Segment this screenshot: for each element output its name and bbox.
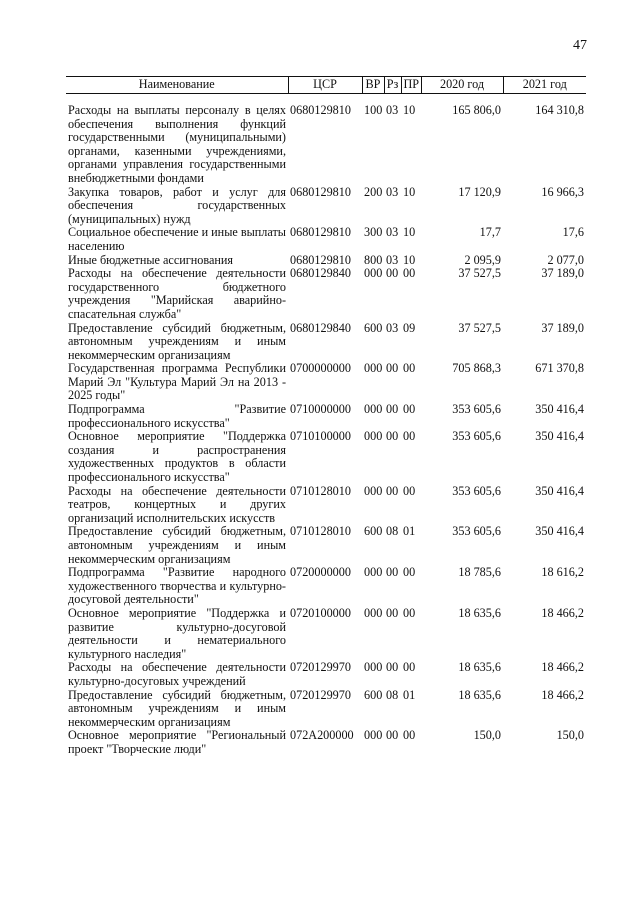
row-pr: 00 [403, 429, 416, 444]
row-vr: 600 [364, 687, 383, 702]
row-name: Предоставление субсидий бюджетным, автономным учреждениям и иным некоммерческим организациям [68, 687, 286, 729]
row-pr: 00 [403, 361, 416, 376]
row-pr: 09 [403, 320, 416, 335]
row-rz: 03 [386, 225, 399, 240]
row-value-2020: 37 527,5 [458, 320, 501, 335]
page-number: 47 [573, 38, 587, 53]
row-rz: 00 [386, 605, 399, 620]
table-row [66, 226, 586, 253]
row-value-2020: 150,0 [473, 728, 501, 743]
row-value-2020: 353 605,6 [452, 483, 501, 498]
row-name: Подпрограмма "Развитие народного художественного творчества и культурно-досуговой деятельности" [68, 565, 286, 607]
row-csr: 0710000000 [290, 402, 351, 417]
row-name: Расходы на выплаты персоналу в целях обеспечения выполнения функций государственными (муниципальными) органами, казенными учреждениями, органами управления государственными внебюджетными фондами [68, 103, 286, 185]
row-rz: 00 [386, 361, 399, 376]
row-rz: 03 [386, 252, 399, 267]
row-value-2021: 350 416,4 [535, 483, 584, 498]
row-csr: 0710128010 [290, 524, 351, 539]
header-rz: Рз [384, 77, 401, 94]
row-pr: 10 [403, 103, 416, 117]
row-value-2021: 18 466,2 [541, 660, 584, 675]
row-pr: 10 [403, 184, 416, 199]
row-pr: 00 [403, 605, 416, 620]
table-row [66, 566, 586, 607]
row-rz: 00 [386, 402, 399, 417]
row-pr: 00 [403, 402, 416, 417]
table-row [66, 430, 586, 484]
table-row [66, 525, 586, 566]
header-2020: 2020 год [421, 77, 503, 94]
row-value-2021: 164 310,8 [535, 103, 584, 117]
table-row [66, 322, 586, 363]
table-row [66, 267, 586, 321]
row-pr: 01 [403, 687, 416, 702]
row-rz: 00 [386, 429, 399, 444]
row-rz: 08 [386, 524, 399, 539]
header-csr: ЦСР [288, 77, 362, 94]
table-row [66, 254, 586, 268]
row-csr: 0680129810 [290, 103, 351, 117]
row-name: Расходы на обеспечение деятельности государственного бюджетного учреждения "Марийская аварийно-спасательная служба" [68, 266, 286, 321]
row-value-2020: 705 868,3 [452, 361, 501, 376]
row-csr: 0700000000 [290, 361, 351, 376]
row-csr: 0680129840 [290, 320, 351, 335]
row-rz: 00 [386, 266, 399, 281]
row-name: Основное мероприятие "Поддержка и развитие культурно-досуговой деятельности и нематериального культурного наследия" [68, 605, 286, 661]
header-name: Наименование [66, 77, 288, 94]
row-value-2021: 16 966,3 [541, 184, 584, 199]
row-name: Иные бюджетные ассигнования [68, 252, 234, 267]
row-value-2020: 17,7 [479, 225, 501, 240]
row-rz: 00 [386, 565, 399, 580]
table-row [66, 403, 586, 430]
table-row [66, 186, 586, 227]
row-pr: 00 [403, 266, 416, 281]
row-name: Предоставление субсидий бюджетным, автономным учреждениям и иным некоммерческим организациям [68, 320, 286, 362]
row-rz: 00 [386, 483, 399, 498]
budget-table [66, 76, 586, 757]
row-pr: 10 [403, 252, 416, 267]
row-csr: 0680129810 [290, 184, 351, 199]
row-name: Расходы на обеспечение деятельности театров, концертных и других организаций исполнительских искусств [68, 483, 286, 525]
row-vr: 000 [364, 660, 383, 675]
row-value-2020: 18 635,6 [458, 660, 501, 675]
row-value-2020: 2 095,9 [464, 252, 501, 267]
row-vr: 600 [364, 524, 383, 539]
row-value-2021: 2 077,0 [547, 252, 584, 267]
table-row [66, 607, 586, 661]
table-header-row [66, 77, 586, 94]
row-value-2020: 18 635,6 [458, 687, 501, 702]
row-value-2020: 165 806,0 [452, 103, 501, 117]
row-value-2021: 671 370,8 [535, 361, 584, 376]
row-csr: 0720129970 [290, 660, 351, 675]
row-pr: 00 [403, 728, 416, 743]
row-vr: 000 [364, 266, 383, 281]
row-csr: 0710100000 [290, 429, 351, 444]
row-value-2020: 17 120,9 [458, 184, 501, 199]
row-name: Основное мероприятие "Региональный проект "Творческие люди" [68, 728, 286, 756]
row-pr: 10 [403, 225, 416, 240]
row-value-2021: 350 416,4 [535, 402, 584, 417]
row-vr: 300 [364, 225, 383, 240]
row-csr: 0720000000 [290, 565, 351, 580]
row-value-2021: 18 466,2 [541, 605, 584, 620]
row-vr: 000 [364, 483, 383, 498]
row-vr: 000 [364, 605, 383, 620]
row-value-2020: 353 605,6 [452, 524, 501, 539]
row-vr: 000 [364, 565, 383, 580]
row-vr: 800 [364, 252, 383, 267]
row-value-2021: 17,6 [562, 225, 584, 240]
row-value-2020: 37 527,5 [458, 266, 501, 281]
header-2021: 2021 год [503, 77, 586, 94]
row-rz: 03 [386, 320, 399, 335]
row-value-2020: 18 635,6 [458, 605, 501, 620]
row-value-2020: 353 605,6 [452, 402, 501, 417]
row-name: Подпрограмма "Развитие профессионального искусства" [68, 402, 286, 430]
table-row [66, 104, 586, 186]
row-value-2020: 353 605,6 [452, 429, 501, 444]
row-rz: 00 [386, 660, 399, 675]
row-value-2021: 37 189,0 [541, 266, 584, 281]
row-name: Социальное обеспечение и иные выплаты населению [68, 225, 286, 253]
table-body [66, 94, 586, 757]
row-name: Государственная программа Республики Марий Эл "Культура Марий Эл на 2013 - 2025 годы" [68, 361, 286, 403]
row-name: Закупка товаров, работ и услуг для обеспечения государственных (муниципальных) нужд [68, 184, 286, 226]
row-rz: 03 [386, 184, 399, 199]
row-value-2021: 350 416,4 [535, 429, 584, 444]
row-vr: 600 [364, 320, 383, 335]
row-csr: 072A200000 [290, 728, 354, 743]
row-name: Предоставление субсидий бюджетным, автономным учреждениям и иным некоммерческим организациям [68, 524, 286, 566]
row-vr: 000 [364, 429, 383, 444]
row-csr: 0680129810 [290, 252, 351, 267]
row-rz: 03 [386, 103, 399, 117]
row-csr: 0720129970 [290, 687, 351, 702]
row-rz: 08 [386, 687, 399, 702]
row-rz: 00 [386, 728, 399, 743]
row-value-2021: 18 616,2 [541, 565, 584, 580]
header-pr: ПР [401, 77, 421, 94]
row-vr: 000 [364, 728, 383, 743]
row-name: Расходы на обеспечение деятельности культурно-досуговых учреждений [68, 660, 286, 688]
row-vr: 100 [364, 103, 383, 117]
row-value-2020: 18 785,6 [458, 565, 501, 580]
table-row [66, 729, 586, 756]
row-value-2021: 18 466,2 [541, 687, 584, 702]
row-csr: 0720100000 [290, 605, 351, 620]
row-csr: 0710128010 [290, 483, 351, 498]
row-value-2021: 350 416,4 [535, 524, 584, 539]
row-pr: 01 [403, 524, 416, 539]
header-vr: ВР [362, 77, 384, 94]
table-row [66, 485, 586, 526]
row-vr: 200 [364, 184, 383, 199]
row-vr: 000 [364, 361, 383, 376]
table-row [66, 362, 586, 403]
row-value-2021: 150,0 [556, 728, 584, 743]
table-row [66, 689, 586, 730]
row-name: Основное мероприятие "Поддержка создания и распространения художественных продуктов в области профессионального искусства" [68, 429, 286, 485]
row-csr: 0680129840 [290, 266, 351, 281]
row-pr: 00 [403, 483, 416, 498]
row-csr: 0680129810 [290, 225, 351, 240]
row-value-2021: 37 189,0 [541, 320, 584, 335]
row-pr: 00 [403, 565, 416, 580]
table-row [66, 661, 586, 688]
row-vr: 000 [364, 402, 383, 417]
row-pr: 00 [403, 660, 416, 675]
